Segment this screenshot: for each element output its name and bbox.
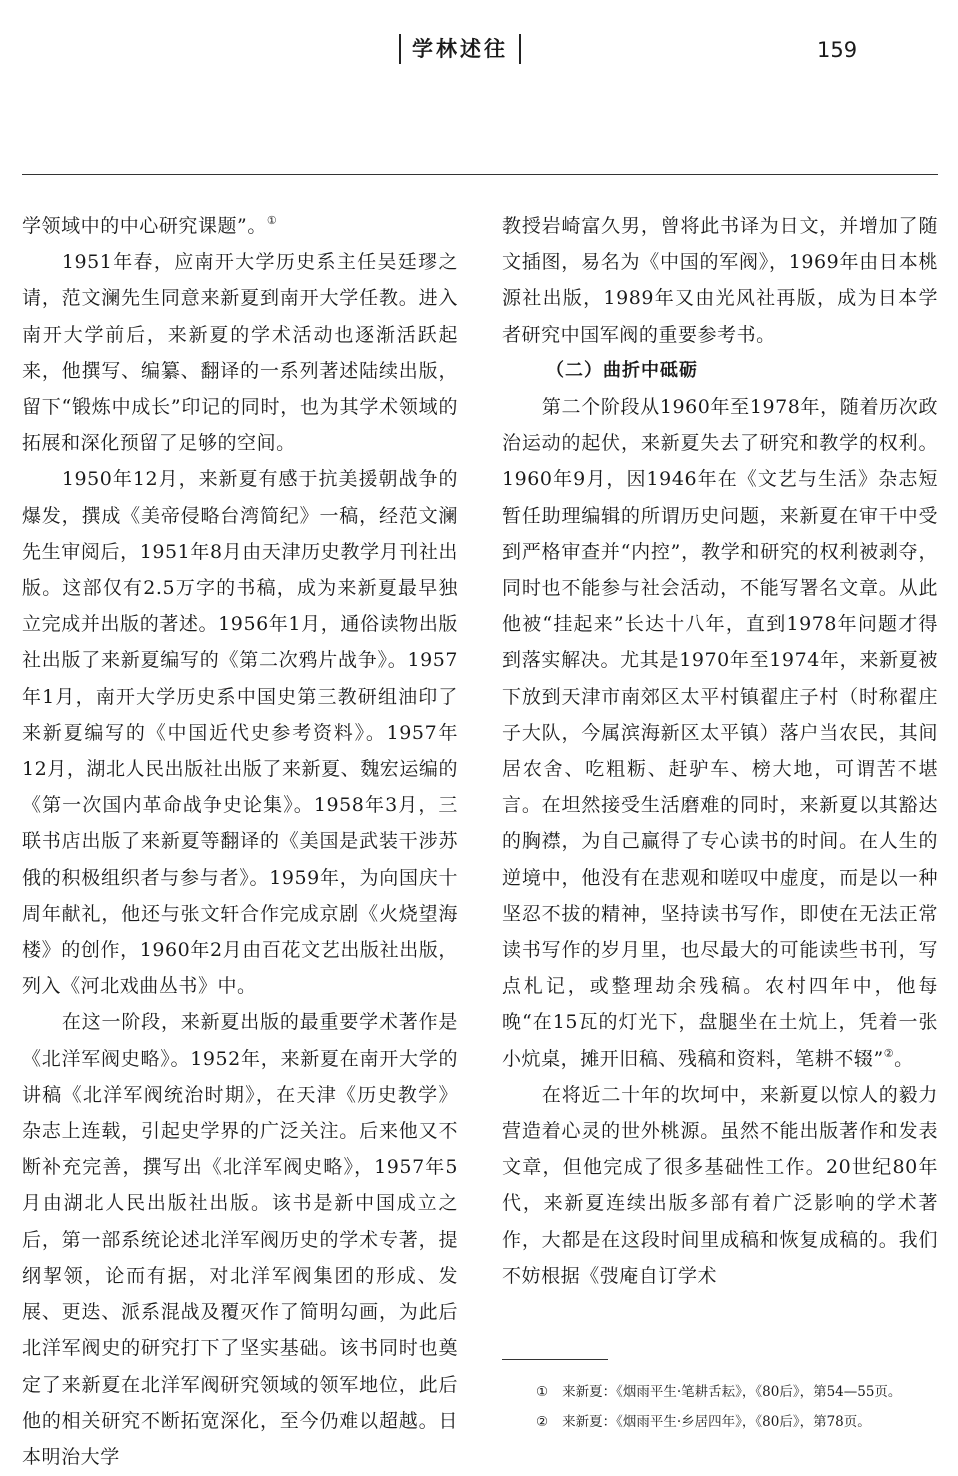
section-subheading: （二）曲折中砥砺 <box>546 359 698 381</box>
footnote-ref-1[interactable]: ① <box>266 214 278 227</box>
section-title: 学林述往 <box>399 34 521 64</box>
paragraph-continued: 学领域中的中心研究课题”。① <box>22 214 278 237</box>
footnote-1: ① 来新夏：《烟雨平生·笔耕舌耘》，《80后》，第54—55页。 <box>536 1384 902 1400</box>
header-rule <box>22 174 938 175</box>
paragraph: 1951年春，应南开大学历史系主任吴廷璆之请，范文澜先生同意来新夏到南开大学任教。进入南开大学前后，来新夏的学术活动也逐渐活跃起来，他撰写、编纂、翻译的一系列著述陆续出版，留下“锻炼中成长”印记的同时，也为其学术领域的拓展和深化预留了足够的空间。 <box>22 251 458 455</box>
page-header <box>0 28 958 68</box>
paragraph: 在将近二十年的坎坷中，来新夏以惊人的毅力营造着心灵的世外桃源。虽然不能出版著作和发表文章，但他完成了很多基础性工作。20世纪80年代，来新夏连续出版多部有着广泛影响的学术著作，大都是在这段时间里成稿和恢复成稿的。我们不妨根据《弢庵自订学术 <box>502 1083 938 1287</box>
paragraph: 1950年12月，来新夏有感于抗美援朝战争的爆发，撰成《美帝侵略台湾简纪》一稿，经范文澜先生审阅后，1951年8月由天津历史教学月刊社出版。这部仅有2.5万字的书稿，成为来新夏最早独立完成并出版的著述。1956年1月，通俗读物出版社出版了来新夏编写的《第二次鸦片战争》。1957年1月，南开大学历史系中国史第三教研组油印了来新夏编写的《中国近代史参考资料》。1957年12月，湖北人民出版社出版了来新夏、魏宏运编的《第一次国内革命战争史论集》。1958年3月，三联书店出版了来新夏等翻译的《美国是武装干涉苏俄的积极组织者与参与者》。1959年，为向国庆十周年献礼，他还与张文轩合作完成京剧《火烧望海楼》的创作，1960年2月由百花文艺出版社出版，列入《河北戏曲丛书》中。 <box>22 468 458 998</box>
footnote-ref-2[interactable]: ② <box>883 1046 895 1060</box>
footnotes <box>502 1381 938 1441</box>
footnote-rule <box>502 1359 608 1360</box>
footnote-2: ② 来新夏：《烟雨平生·乡居四年》，《80后》，第78页。 <box>536 1414 871 1430</box>
paragraph: 第二个阶段从1960年至1978年，随着历次政治运动的起伏，来新夏失去了研究和教学的权利。1960年9月，因1946年在《文艺与生活》杂志短暂任助理编辑的所谓历史问题，来新夏在审干中受到严格审查并“内控”，教学和研究的权利被剥夺，同时也不能参与社会活动，不能写署名文章。从此他被“挂起来”长达十八年，直到1978年问题才得到落实解决。尤其是1970年至1974年，来新夏被下放到天津市南郊区太平村镇翟庄子村（时称翟庄子大队，今属滨海新区太平镇）落户当农民，其间居农舍、吃粗粝、赶驴车、榜大地，可谓苦不堪言。在坦然接受生活磨难的同时，来新夏以其豁达的胸襟，为自己赢得了专心读书的时间。在人生的逆境中，他没有在悲观和嗟叹中虚度，而是以一种坚忍不拔的精神，坚持读书写作，即使在无法正常读书写作的岁月里，也尽最大的可能读些书刊，写点札记，或整理劫余残稿。农村四年中，他每晚“在15瓦的灯光下，盘腿坐在土炕上，凭着一张小炕桌，摊开旧稿、残稿和资料，笔耕不辍”②。 <box>502 396 938 1070</box>
page-number: 159 <box>817 38 858 62</box>
left-column <box>22 208 458 1475</box>
paragraph-continued: 教授岩崎富久男，曾将此书译为日文，并增加了随文插图，易名为《中国的军阀》，1969年由日本桃源社出版，1989年又由光风社再版，成为日本学者研究中国军阀的重要参考书。 <box>502 215 938 346</box>
right-column <box>502 208 938 1294</box>
paragraph: 在这一阶段，来新夏出版的最重要学术著作是《北洋军阀史略》。1952年，来新夏在南开大学的讲稿《北洋军阀统治时期》，在天津《历史教学》杂志上连载，引起史学界的广泛关注。后来他又不断补充完善，撰写出《北洋军阀史略》，1957年5月由湖北人民出版社出版。该书是新中国成立之后，第一部系统论述北洋军阀历史的学术专著，提纲挈领，论而有据，对北洋军阀集团的形成、发展、更迭、派系混战及覆灭作了简明勾画，为此后北洋军阀史的研究打下了坚实基础。该书同时也奠定了来新夏在北洋军阀研究领域的领军地位，此后他的相关研究不断拓宽深化，至今仍难以超越。日本明治大学 <box>22 1011 458 1468</box>
